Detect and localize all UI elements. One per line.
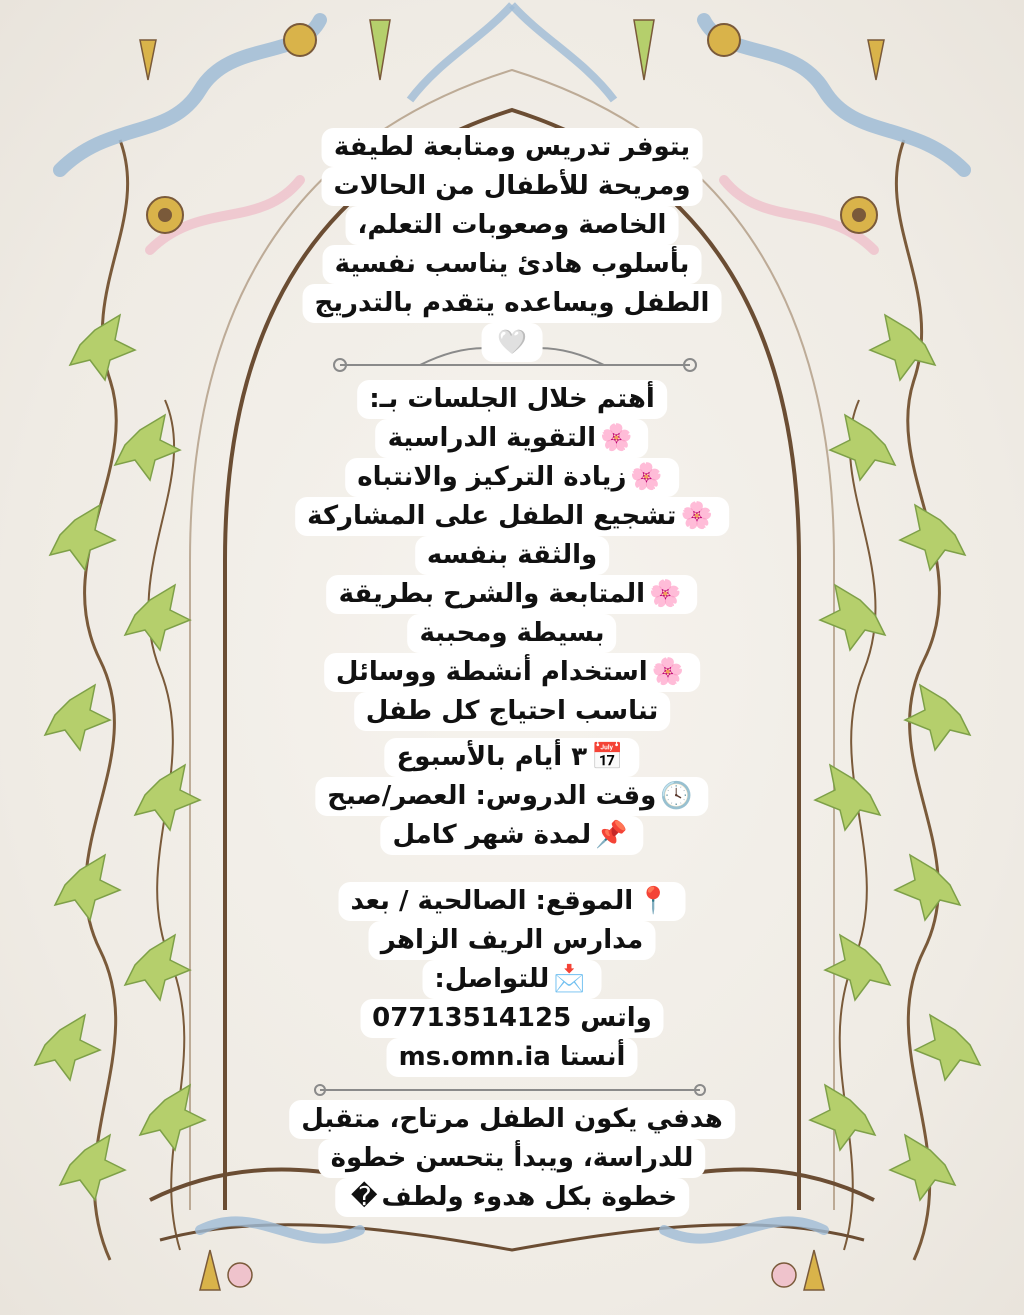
focus-item-continuation: بسيطة ومحببة [408, 614, 617, 653]
intro-line: بأسلوب هادئ يناسب نفسية [323, 245, 702, 284]
clock-icon: 🕓 [660, 781, 693, 811]
contact-label: للتواصل: [434, 964, 550, 994]
focus-heading: أهتم خلال الجلسات بـ: [357, 380, 667, 419]
intro-line: ومريحة للأطفال من الحالات [321, 167, 702, 206]
focus-item [295, 497, 729, 536]
focus-item-text: التقوية الدراسية [387, 423, 597, 453]
schedule-days [385, 738, 640, 777]
schedule-duration [380, 816, 643, 855]
intro-line: الخاصة وصعوبات التعلم، [346, 206, 679, 245]
location-line [338, 882, 685, 921]
location-pin-icon: 📍 [637, 886, 670, 916]
goal-line-text: خطوة بكل هدوء ولطف [381, 1182, 678, 1212]
goal-line: هدفي يكون الطفل مرتاح، متقبل [289, 1100, 735, 1139]
focus-item-continuation: والثقة بنفسه [415, 536, 609, 575]
schedule-time-text: وقت الدروس: العصر/صبح [327, 781, 657, 811]
location-text: الموقع: الصالحية / بعد [350, 886, 634, 916]
focus-item [324, 653, 700, 692]
goal-block [289, 1100, 735, 1217]
pushpin-icon: 📌 [595, 820, 628, 850]
cherry-blossom-icon: 🌸 [680, 501, 713, 531]
envelope-icon: 📩 [553, 964, 586, 994]
goal-line [335, 1178, 689, 1217]
focus-item [376, 419, 649, 458]
schedule-days-text: ٣ أيام بالأسبوع [396, 742, 588, 772]
location-line-2: مدارس الريف الزاهر [369, 921, 656, 960]
cherry-blossom-icon: 🌸 [651, 657, 685, 687]
focus-item-continuation: تناسب احتياج كل طفل [354, 692, 671, 731]
contact-label-line [422, 960, 601, 999]
focus-item [327, 575, 698, 614]
schedule-block [315, 738, 708, 855]
schedule-time [315, 777, 708, 816]
calendar-icon: 📅 [591, 742, 624, 772]
focus-item-text: تشجيع الطفل على المشاركة [307, 501, 677, 531]
focus-item-text: المتابعة والشرح بطريقة [338, 579, 646, 609]
cherry-blossom-icon: 🌸 [649, 579, 682, 609]
focus-item-text: استخدام أنشطة ووسائل [335, 657, 648, 687]
whatsapp-number: واتس 07713514125 [360, 999, 664, 1038]
focus-item-text: زيادة التركيز والانتباه [357, 462, 627, 492]
intro-line: يتوفر تدريس ومتابعة لطيفة [322, 128, 702, 167]
replacement-glyph: � [350, 1182, 378, 1212]
white-heart-icon: 🤍 [497, 328, 527, 356]
goal-line: للدراسة، ويبدأ يتحسن خطوة [319, 1139, 706, 1178]
instagram-handle: أنستا ms.omn.ia [387, 1038, 638, 1077]
focus-block [295, 380, 729, 731]
cherry-blossom-icon: 🌸 [630, 462, 663, 492]
contact-block [338, 882, 685, 1077]
intro-line: الطفل ويساعده يتقدم بالتدريج [303, 284, 722, 323]
heart-line [481, 323, 543, 362]
schedule-duration-text: لمدة شهر كامل [392, 820, 592, 850]
cherry-blossom-icon: 🌸 [600, 423, 633, 453]
focus-item [345, 458, 679, 497]
intro-block [303, 128, 722, 362]
